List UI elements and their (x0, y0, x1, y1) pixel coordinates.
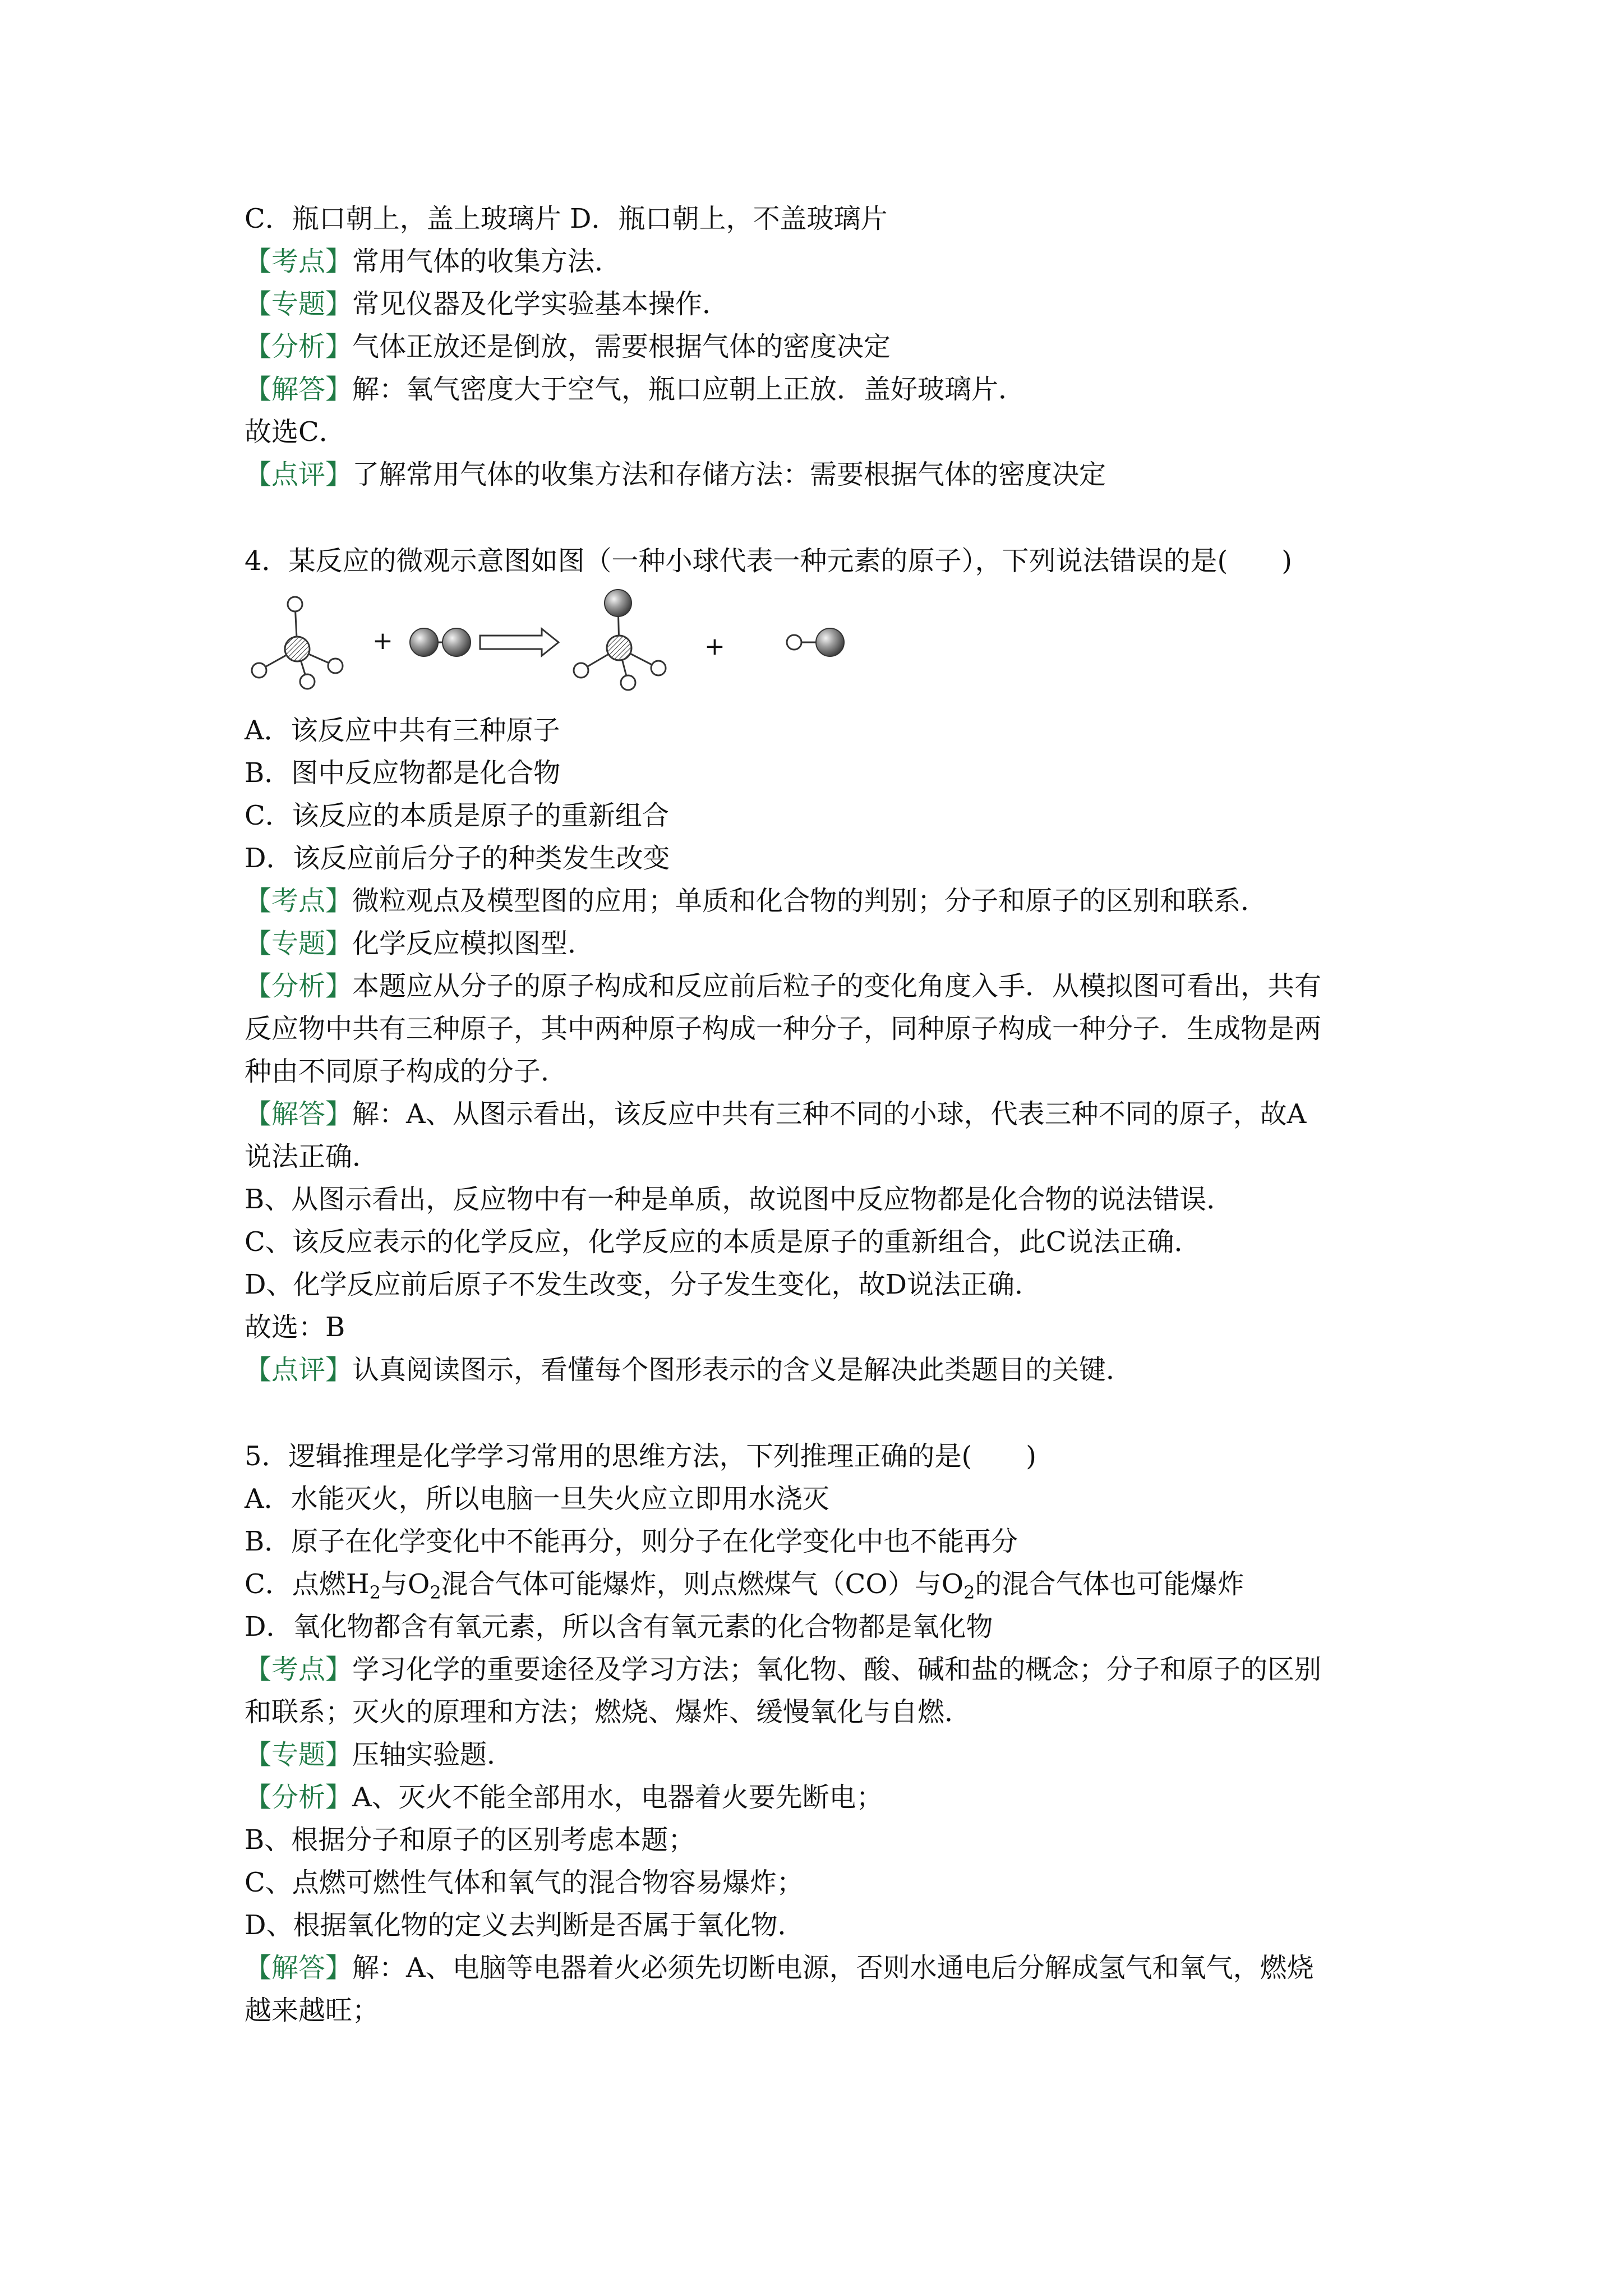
q4-fenxi-line-2: 反应物中共有三种原子，其中两种原子构成一种分子，同种原子构成一种分子．生成物是两 (245, 1013, 1322, 1045)
q3-jieda-text: 解：氧气密度大于空气，瓶口应朝上正放．盖好玻璃片． (352, 374, 1026, 405)
q4-zhuanti-text: 化学反应模拟图型． (352, 928, 595, 959)
q4-option-b: B．图中反应物都是化合物 (245, 757, 561, 789)
q5-zhuanti (245, 1738, 514, 1772)
q5-kaodian-line-2: 和联系；灭火的原理和方法；燃烧、爆炸、缓慢氧化与自燃． (245, 1696, 972, 1728)
q4-answer: 故选：B (245, 1312, 345, 1343)
reaction-diagram (245, 586, 873, 698)
q4-jieda-line-2: 说法正确． (245, 1141, 380, 1172)
q4-kaodian (245, 884, 1267, 918)
tag-fenxi: 【分析】 (245, 331, 353, 362)
q5-kaodian-text: 学习化学的重要途径及学习方法；氧化物、酸、碱和盐的概念；分子和原子的区别 (352, 1654, 1322, 1685)
q4-fenxi-line-3: 种由不同原子构成的分子． (245, 1056, 568, 1087)
q4-jieda-line-4: C、该反应表示的化学反应，化学反应的本质是原子的重新组合，此C说法正确． (245, 1226, 1201, 1258)
q5-fenxi-text: A、灭火不能全部用水，电器着火要先断电； (352, 1782, 883, 1813)
tag-dianping: 【点评】 (245, 1354, 353, 1386)
q5-stem: 5．逻辑推理是化学学习常用的思维方法，下列推理正确的是( ) (245, 1441, 1036, 1472)
tag-zhuanti: 【专题】 (245, 1739, 353, 1770)
q3-zhuanti-text: 常见仪器及化学实验基本操作． (352, 288, 730, 320)
tag-kaodian: 【考点】 (245, 1654, 353, 1685)
q3-fenxi-text: 气体正放还是倒放，需要根据气体的密度决定 (352, 331, 891, 362)
q4-kaodian-text: 微粒观点及模型图的应用；单质和化合物的判别；分子和原子的区别和联系． (352, 885, 1268, 917)
q3-fenxi (245, 330, 891, 364)
product-molecule-1 (574, 590, 666, 690)
q5-option-a: A．水能灭火，所以电脑一旦失火应立即用水浇灭 (245, 1483, 829, 1515)
q3-kaodian-text: 常用气体的收集方法． (352, 246, 622, 277)
q4-option-a: A．该反应中共有三种原子 (245, 715, 560, 746)
q4-dianping-text: 认真阅读图示，看懂每个图形表示的含义是解决此类题目的关键． (352, 1354, 1133, 1386)
tag-kaodian: 【考点】 (245, 885, 353, 917)
q4-jieda-line-3: B、从图示看出，反应物中有一种是单质，故说图中反应物都是化合物的说法错误． (245, 1184, 1234, 1215)
q5-option-d: D．氧化物都含有氧元素，所以含有氧元素的化合物都是氧化物 (245, 1611, 993, 1642)
q5-option-b: B．原子在化学变化中不能再分，则分子在化学变化中也不能再分 (245, 1526, 1018, 1557)
q5-zhuanti-text: 压轴实验题． (352, 1739, 514, 1770)
q4-stem: 4．某反应的微观示意图如图（一种小球代表一种元素的原子），下列说法错误的是( ) (245, 545, 1292, 577)
q5-fenxi (245, 1780, 883, 1814)
q5-jieda (245, 1951, 1314, 1985)
q3-dianping-text: 了解常用气体的收集方法和存储方法：需要根据气体的密度决定 (352, 459, 1106, 490)
reactant-molecule-2 (410, 628, 471, 656)
tag-jieda: 【解答】 (245, 1952, 353, 1984)
q4-zhuanti (245, 927, 594, 960)
q4-fenxi (245, 969, 1321, 1003)
reactant-molecule-1 (252, 597, 343, 689)
q5-jieda-text: 解：A、电脑等电器着火必须先切断电源，否则水通电后分解成氢气和氧气，燃烧 (352, 1952, 1314, 1984)
q5-option-c: C．点燃$H_2$与$O_2$混合气体可能爆炸，则点燃煤气（CO）与$O_2$的混合气体也可能爆炸 (245, 1568, 1244, 1603)
q5-jieda-line-2: 越来越旺； (245, 1995, 380, 2026)
q4-dianping (245, 1353, 1133, 1387)
q4-option-d: D．该反应前后分子的种类发生改变 (245, 843, 670, 874)
q4-fenxi-text: 本题应从分子的原子构成和反应前后粒子的变化角度入手．从模拟图可看出，共有 (352, 970, 1322, 1002)
q4-jieda-line-5: D、化学反应前后原子不发生改变，分子发生变化，故D说法正确． (245, 1269, 1041, 1300)
q3-answer: 故选C． (245, 416, 346, 448)
reaction-arrow (480, 629, 559, 656)
product-molecule-2 (787, 628, 844, 656)
tag-jieda: 【解答】 (245, 1098, 353, 1130)
tag-kaodian: 【考点】 (245, 246, 353, 277)
q4-jieda-text: 解：A、从图示看出，该反应中共有三种不同的小球，代表三种不同的原子，故A (352, 1098, 1307, 1130)
plus-sign-2: + (704, 632, 725, 661)
tag-fenxi: 【分析】 (245, 970, 353, 1002)
tag-zhuanti: 【专题】 (245, 928, 353, 959)
plus-sign-1: + (372, 627, 393, 655)
q5-kaodian (245, 1653, 1321, 1686)
tag-zhuanti: 【专题】 (245, 288, 353, 320)
q4-option-c: C．该反应的本质是原子的重新组合 (245, 800, 669, 831)
q5-fenxi-line-2: B、根据分子和原子的区别考虑本题； (245, 1824, 695, 1856)
q3-options-cd: C．瓶口朝上，盖上玻璃片 D．瓶口朝上，不盖玻璃片 (245, 203, 888, 234)
tag-fenxi: 【分析】 (245, 1782, 353, 1813)
q3-zhuanti (245, 287, 729, 321)
q5-fenxi-line-3: C、点燃可燃性气体和氧气的混合物容易爆炸； (245, 1867, 804, 1898)
tag-dianping: 【点评】 (245, 459, 353, 490)
q5-fenxi-line-4: D、根据氧化物的定义去判断是否属于氧化物． (245, 1910, 805, 1941)
q3-dianping (245, 458, 1106, 491)
tag-jieda: 【解答】 (245, 374, 353, 405)
q4-jieda (245, 1097, 1306, 1131)
q3-kaodian (245, 245, 621, 278)
q3-jieda (245, 372, 1025, 406)
